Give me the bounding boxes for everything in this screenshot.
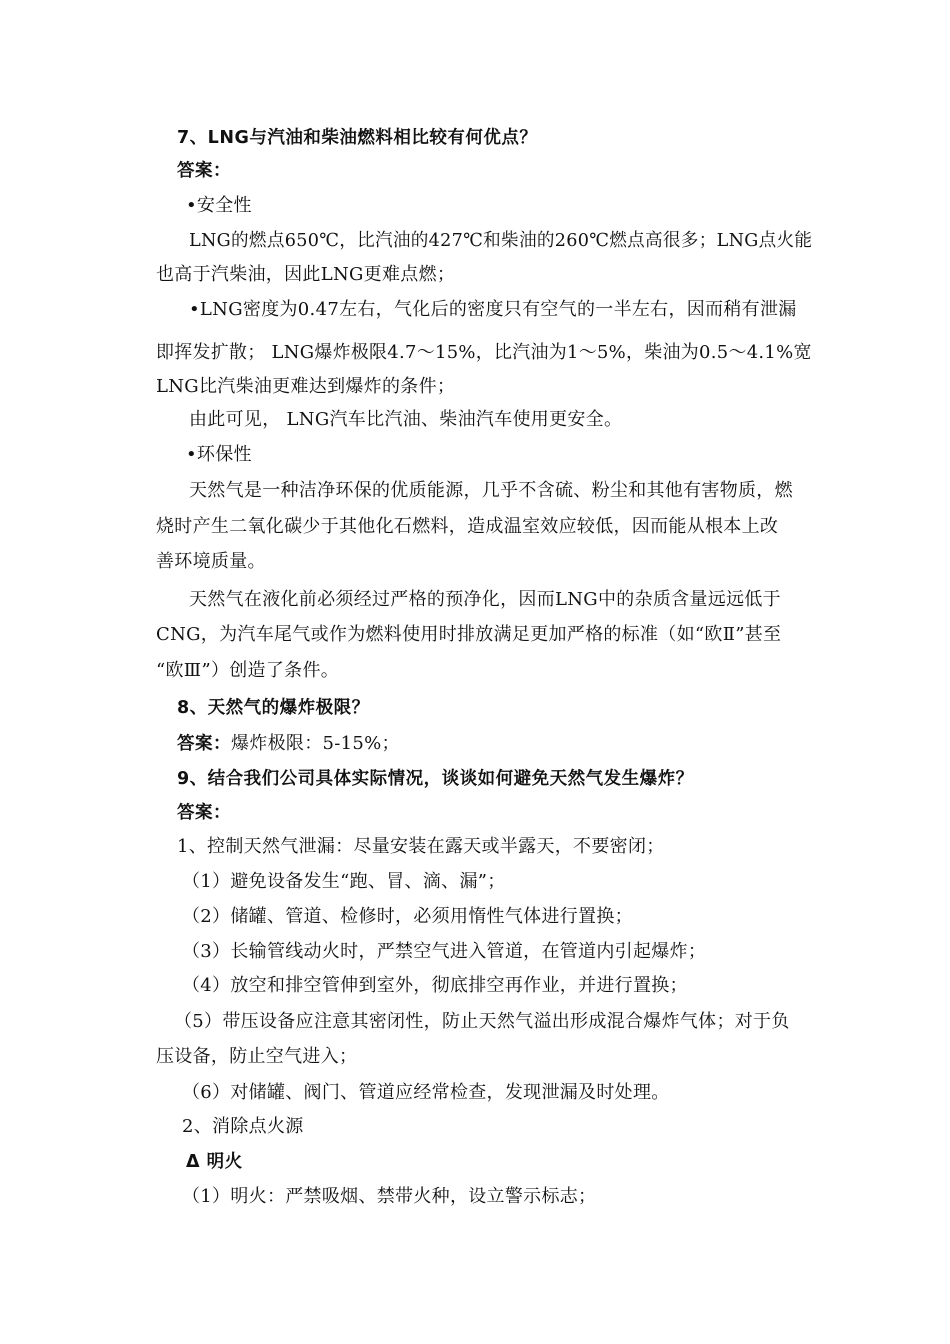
q7-safety-heading: •安全性 bbox=[186, 195, 252, 216]
q7-safety-p2-line3: LNG比汽柴油更难达到爆炸的条件； bbox=[156, 376, 456, 397]
q9-answer-label: 答案： bbox=[177, 803, 231, 823]
q8-answer-label: 答案： bbox=[177, 734, 231, 754]
q7-answer-label: 答案： bbox=[177, 161, 231, 181]
q7-safety-p2-line1: •LNG密度为0.47左右，气化后的密度只有空气的一半左右，因而稍有泄漏 bbox=[189, 299, 797, 320]
q7-env-p1-line1: 天然气是一种洁净环保的优质能源，几乎不含硫、粉尘和其他有害物质，燃 bbox=[189, 480, 793, 501]
q7-safety-p2-line2: 即挥发扩散； LNG爆炸极限4.7～15%，比汽油为1～5%，柴油为0.5～4.1%宽 bbox=[156, 342, 812, 363]
q9-item2: 2、消除点火源 bbox=[182, 1116, 304, 1137]
q8-answer bbox=[177, 732, 400, 756]
q7-env-p1-line2: 烧时产生二氧化碳少于其他化石燃料，造成温室效应较低，因而能从根本上改 bbox=[156, 516, 779, 537]
q9-item1-sub3: （3）长输管线动火时，严禁空气进入管道，在管道内引起爆炸； bbox=[182, 941, 707, 962]
q7-env-p1-line3: 善环境质量。 bbox=[156, 551, 266, 572]
q9-item1-sub6: （6）对储罐、阀门、管道应经常检查，发现泄漏及时处理。 bbox=[182, 1082, 670, 1103]
q9-item1-sub1: （1）避免设备发生“跑、冒、滴、漏”； bbox=[182, 871, 506, 892]
q7-question: 7、LNG与汽油和柴油燃料相比较有何优点？ bbox=[177, 128, 538, 148]
q9-item1: 1、控制天然气泄漏：尽量安装在露天或半露天，不要密闭； bbox=[177, 836, 665, 857]
q9-item1-sub5-line1: （5）带压设备应注意其密闭性，防止天然气溢出形成混合爆炸气体；对于负 bbox=[174, 1011, 790, 1032]
q8-answer-text: 爆炸极限：5-15%； bbox=[231, 733, 400, 754]
q7-safety-p1-line1: LNG的燃点650℃，比汽油的427℃和柴油的260℃燃点高很多；LNG点火能 bbox=[189, 230, 813, 251]
q7-env-heading: •环保性 bbox=[186, 444, 252, 465]
q9-open-fire-heading: Δ 明火 bbox=[186, 1152, 243, 1172]
q9-item1-sub5-line2: 压设备，防止空气进入； bbox=[156, 1046, 358, 1067]
q9-open-fire-sub1: （1）明火：严禁吸烟、禁带火种，设立警示标志； bbox=[182, 1186, 597, 1207]
q7-env-p2-line3: “欧Ⅲ”）创造了条件。 bbox=[156, 660, 340, 681]
q8-question: 8、天然气的爆炸极限？ bbox=[177, 698, 370, 718]
q7-safety-p1-line2: 也高于汽柴油，因此LNG更难点燃； bbox=[156, 264, 456, 285]
q9-item1-sub4: （4）放空和排空管伸到室外，彻底排空再作业，并进行置换； bbox=[182, 975, 688, 996]
q9-question: 9、结合我们公司具体实际情况，谈谈如何避免天然气发生爆炸？ bbox=[177, 769, 694, 789]
q7-env-p2-line1: 天然气在液化前必须经过严格的预净化，因而LNG中的杂质含量远远低于 bbox=[189, 589, 781, 610]
q7-env-p2-line2: CNG，为汽车尾气或作为燃料使用时排放满足更加严格的标准（如“欧Ⅱ”甚至 bbox=[156, 624, 782, 645]
q7-safety-conclusion: 由此可见， LNG汽车比汽油、柴油汽车使用更安全。 bbox=[189, 409, 623, 430]
q9-item1-sub2: （2）储罐、管道、检修时，必须用惰性气体进行置换； bbox=[182, 906, 633, 927]
